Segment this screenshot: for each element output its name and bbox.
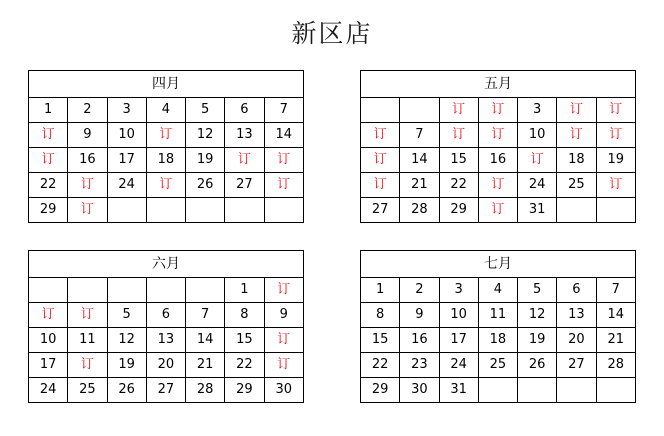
day-cell[interactable]: 28: [596, 353, 636, 378]
day-cell[interactable]: 31: [518, 198, 557, 223]
day-cell[interactable]: 27: [557, 353, 596, 378]
day-cell[interactable]: 23: [400, 353, 439, 378]
day-cell-booked[interactable]: 订: [264, 173, 304, 198]
table-row: [361, 278, 636, 303]
day-cell-booked[interactable]: 订: [146, 173, 185, 198]
day-cell[interactable]: 16: [68, 148, 107, 173]
table-row: [361, 148, 636, 173]
day-cell[interactable]: 5: [186, 98, 225, 123]
day-cell[interactable]: 22: [29, 173, 68, 198]
table-row: [29, 148, 304, 173]
day-cell[interactable]: 18: [146, 148, 185, 173]
day-cell[interactable]: 4: [146, 98, 185, 123]
month-title-row: [29, 251, 304, 278]
day-cell[interactable]: 29: [29, 198, 68, 223]
day-cell[interactable]: 21: [186, 353, 225, 378]
day-cell-booked[interactable]: 订: [596, 123, 636, 148]
day-cell[interactable]: 9: [264, 303, 304, 328]
day-cell-booked[interactable]: 订: [361, 123, 400, 148]
day-cell[interactable]: 19: [518, 328, 557, 353]
day-cell-empty: [107, 198, 146, 223]
day-cell[interactable]: 5: [518, 278, 557, 303]
day-cell[interactable]: 27: [225, 173, 264, 198]
day-cell-booked[interactable]: 订: [68, 353, 107, 378]
day-cell-empty: [107, 278, 146, 303]
day-cell-empty: [518, 378, 557, 403]
day-cell[interactable]: 22: [361, 353, 400, 378]
day-cell[interactable]: 12: [107, 328, 146, 353]
day-cell-booked[interactable]: 订: [478, 98, 517, 123]
day-cell[interactable]: 11: [68, 328, 107, 353]
day-cell[interactable]: 13: [225, 123, 264, 148]
day-cell-empty: [68, 278, 107, 303]
day-cell-booked[interactable]: 订: [68, 173, 107, 198]
day-cell[interactable]: 7: [596, 278, 636, 303]
day-cell[interactable]: 27: [146, 378, 185, 403]
day-cell[interactable]: 15: [225, 328, 264, 353]
day-cell[interactable]: 18: [478, 328, 517, 353]
day-cell[interactable]: 14: [186, 328, 225, 353]
table-row: [361, 123, 636, 148]
month-table-april: [28, 70, 304, 223]
table-row: [29, 353, 304, 378]
day-cell[interactable]: 6: [225, 98, 264, 123]
day-cell-booked[interactable]: 订: [68, 303, 107, 328]
day-cell-empty: [478, 378, 517, 403]
day-cell[interactable]: 13: [557, 303, 596, 328]
day-cell[interactable]: 28: [186, 378, 225, 403]
month-block-june: [0, 250, 332, 430]
table-row: [361, 98, 636, 123]
day-cell-empty: [596, 378, 636, 403]
day-cell-booked[interactable]: 订: [264, 278, 304, 303]
day-cell-booked[interactable]: 订: [29, 123, 68, 148]
day-cell[interactable]: 1: [29, 98, 68, 123]
day-cell-booked[interactable]: 订: [596, 98, 636, 123]
day-cell[interactable]: 6: [146, 303, 185, 328]
day-cell-booked[interactable]: 订: [264, 148, 304, 173]
day-cell-empty: [557, 378, 596, 403]
day-cell[interactable]: 24: [518, 173, 557, 198]
day-cell[interactable]: 8: [361, 303, 400, 328]
day-cell-booked[interactable]: 订: [68, 198, 107, 223]
table-row: [29, 303, 304, 328]
day-cell[interactable]: 3: [107, 98, 146, 123]
day-cell[interactable]: 26: [107, 378, 146, 403]
day-cell[interactable]: 16: [400, 328, 439, 353]
day-cell[interactable]: 7: [400, 123, 439, 148]
day-cell[interactable]: 25: [478, 353, 517, 378]
day-cell[interactable]: 19: [186, 148, 225, 173]
day-cell-empty: [146, 278, 185, 303]
day-cell[interactable]: 2: [400, 278, 439, 303]
day-cell[interactable]: 22: [225, 353, 264, 378]
day-cell[interactable]: 14: [264, 123, 304, 148]
calendar-grid: [0, 70, 664, 430]
day-cell-booked[interactable]: 订: [557, 123, 596, 148]
day-cell-empty: [557, 198, 596, 223]
day-cell[interactable]: 18: [557, 148, 596, 173]
page-title: 新区店: [291, 19, 373, 48]
day-cell[interactable]: 17: [29, 353, 68, 378]
day-cell[interactable]: 5: [107, 303, 146, 328]
day-cell[interactable]: 20: [557, 328, 596, 353]
day-cell-booked[interactable]: 订: [29, 303, 68, 328]
day-cell[interactable]: 29: [439, 198, 478, 223]
month-block-may: [332, 70, 664, 250]
month-title-row: [361, 251, 636, 278]
day-cell-booked[interactable]: 订: [361, 173, 400, 198]
day-cell-empty: [596, 198, 636, 223]
table-row: [361, 378, 636, 403]
day-cell-empty: [264, 198, 304, 223]
day-cell[interactable]: 24: [29, 378, 68, 403]
day-cell-booked[interactable]: 订: [557, 98, 596, 123]
day-cell[interactable]: 21: [596, 328, 636, 353]
table-row: [29, 173, 304, 198]
day-cell-booked[interactable]: 订: [225, 148, 264, 173]
day-cell[interactable]: 29: [361, 378, 400, 403]
day-cell[interactable]: 31: [439, 378, 478, 403]
day-cell-booked[interactable]: 订: [264, 353, 304, 378]
day-cell[interactable]: 14: [596, 303, 636, 328]
day-cell[interactable]: 10: [518, 123, 557, 148]
month-title: 四月: [29, 71, 304, 98]
day-cell[interactable]: 15: [361, 328, 400, 353]
day-cell[interactable]: 17: [107, 148, 146, 173]
day-cell[interactable]: 25: [68, 378, 107, 403]
day-cell-empty: [29, 278, 68, 303]
month-block-april: [0, 70, 332, 250]
month-table-july: [360, 250, 636, 403]
table-row: [29, 378, 304, 403]
table-row: [29, 98, 304, 123]
table-row: [361, 173, 636, 198]
day-cell[interactable]: 22: [439, 173, 478, 198]
day-cell-empty: [225, 198, 264, 223]
day-cell[interactable]: 2: [68, 98, 107, 123]
day-cell[interactable]: 9: [400, 303, 439, 328]
day-cell-booked[interactable]: 订: [478, 123, 517, 148]
day-cell[interactable]: 25: [557, 173, 596, 198]
day-cell-booked[interactable]: 订: [264, 328, 304, 353]
day-cell[interactable]: 12: [186, 123, 225, 148]
day-cell[interactable]: 17: [439, 328, 478, 353]
day-cell[interactable]: 24: [439, 353, 478, 378]
day-cell-booked[interactable]: 订: [146, 123, 185, 148]
month-table-june: [28, 250, 304, 403]
day-cell-booked[interactable]: 订: [596, 173, 636, 198]
day-cell[interactable]: 21: [400, 173, 439, 198]
day-cell[interactable]: 28: [400, 198, 439, 223]
month-block-july: [332, 250, 664, 430]
day-cell[interactable]: 8: [225, 303, 264, 328]
day-cell[interactable]: 10: [29, 328, 68, 353]
day-cell[interactable]: 13: [146, 328, 185, 353]
day-cell-booked[interactable]: 订: [439, 123, 478, 148]
day-cell-empty: [186, 198, 225, 223]
day-cell[interactable]: 3: [439, 278, 478, 303]
day-cell[interactable]: 9: [68, 123, 107, 148]
day-cell[interactable]: 16: [478, 148, 517, 173]
month-title: 六月: [29, 251, 304, 278]
day-cell-booked[interactable]: 订: [478, 198, 517, 223]
day-cell-empty: [146, 198, 185, 223]
day-cell[interactable]: 29: [225, 378, 264, 403]
day-cell[interactable]: 26: [186, 173, 225, 198]
table-row: [361, 328, 636, 353]
table-row: [29, 278, 304, 303]
day-cell[interactable]: 26: [518, 353, 557, 378]
day-cell-empty: [186, 278, 225, 303]
day-cell-empty: [361, 98, 400, 123]
day-cell[interactable]: 3: [518, 98, 557, 123]
day-cell[interactable]: 6: [557, 278, 596, 303]
day-cell-booked[interactable]: 订: [518, 148, 557, 173]
day-cell[interactable]: 1: [361, 278, 400, 303]
day-cell[interactable]: 11: [478, 303, 517, 328]
day-cell[interactable]: 1: [225, 278, 264, 303]
day-cell[interactable]: 20: [146, 353, 185, 378]
month-title-row: [361, 71, 636, 98]
day-cell[interactable]: 12: [518, 303, 557, 328]
table-row: [361, 303, 636, 328]
day-cell-empty: [400, 98, 439, 123]
day-cell[interactable]: 4: [478, 278, 517, 303]
month-table-may: [360, 70, 636, 223]
day-cell[interactable]: 30: [264, 378, 304, 403]
month-title: 五月: [361, 71, 636, 98]
table-row: [29, 198, 304, 223]
day-cell[interactable]: 27: [361, 198, 400, 223]
day-cell[interactable]: 10: [107, 123, 146, 148]
day-cell[interactable]: 7: [264, 98, 304, 123]
day-cell[interactable]: 10: [439, 303, 478, 328]
day-cell[interactable]: 15: [439, 148, 478, 173]
table-row: [29, 123, 304, 148]
day-cell[interactable]: 19: [107, 353, 146, 378]
day-cell[interactable]: 19: [596, 148, 636, 173]
day-cell-booked[interactable]: 订: [478, 173, 517, 198]
month-title-row: [29, 71, 304, 98]
day-cell-booked[interactable]: 订: [439, 98, 478, 123]
day-cell-booked[interactable]: 订: [361, 148, 400, 173]
month-title: 七月: [361, 251, 636, 278]
day-cell[interactable]: 24: [107, 173, 146, 198]
day-cell[interactable]: 7: [186, 303, 225, 328]
day-cell-booked[interactable]: 订: [29, 148, 68, 173]
table-row: [361, 353, 636, 378]
table-row: [361, 198, 636, 223]
day-cell[interactable]: 30: [400, 378, 439, 403]
day-cell[interactable]: 14: [400, 148, 439, 173]
table-row: [29, 328, 304, 353]
